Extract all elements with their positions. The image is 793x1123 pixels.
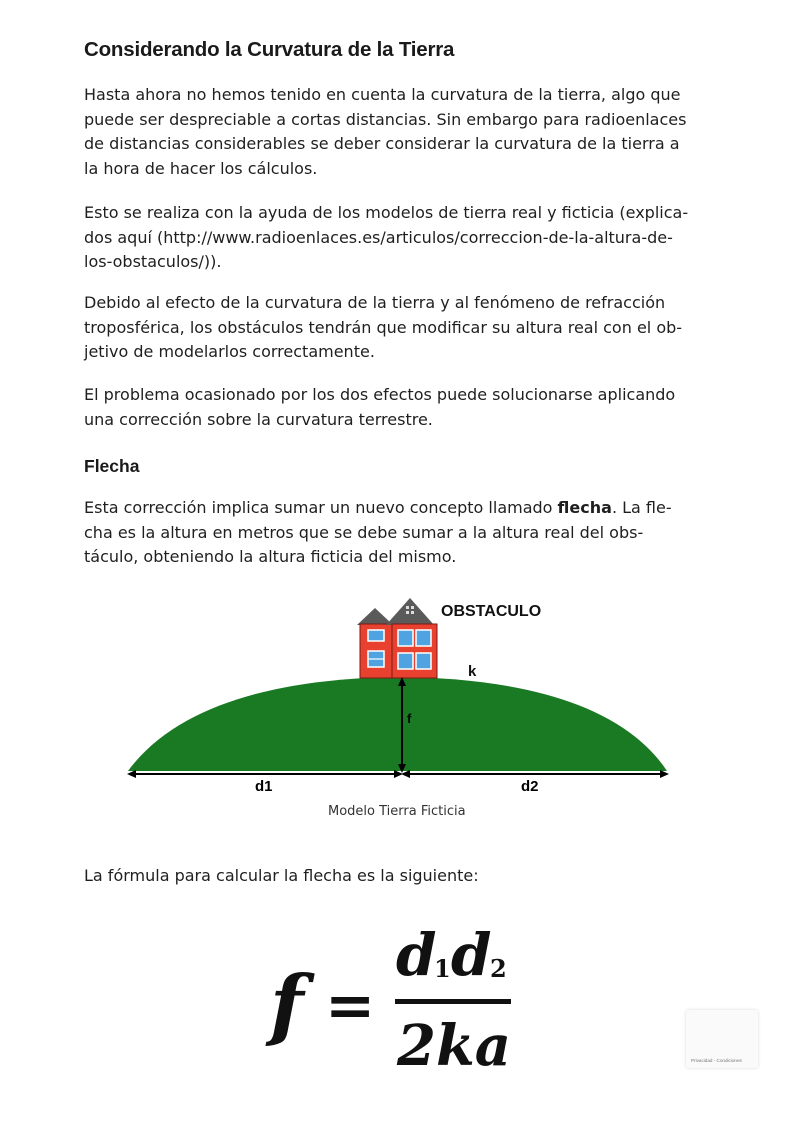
f-label: f xyxy=(407,711,412,726)
formula-sub2: 2 xyxy=(490,954,507,983)
text-line: táculo, obteniendo la altura ficticia del mismo. xyxy=(84,547,457,566)
text-line: de distancias considerables se deber considerar la curvatura de la tierra a xyxy=(84,134,680,153)
distance-arrows xyxy=(127,770,669,778)
k-label: k xyxy=(468,663,477,680)
text-line: troposférica, los obstáculos tendrán que modificar su altura real con el ob- xyxy=(84,317,683,337)
text-line: El problema ocasionado por los dos efectos puede solucionarse aplicando xyxy=(84,385,676,404)
text-line: una corrección sobre la curvatura terrestre. xyxy=(84,409,433,429)
flecha-formula xyxy=(0,920,793,1080)
text-line[interactable]: los-obstaculos/)). xyxy=(84,252,222,271)
text-line: Esto se realiza con la ayuda de los modelos de tierra real y ficticia (explica- xyxy=(84,203,689,222)
text-line: Debido al efecto de la curvatura de la tierra y al fenómeno de refracción xyxy=(84,293,666,312)
text-segment: . La fle- xyxy=(611,498,672,517)
section-heading: Flecha xyxy=(84,456,140,476)
bold-term: flecha xyxy=(557,498,612,517)
page-title: Considerando la Curvatura de la Tierra xyxy=(84,38,455,61)
formula-equals: = xyxy=(325,971,376,1041)
obstacle-label: OBSTACULO xyxy=(441,603,542,620)
formula-lhs: f xyxy=(270,959,304,1050)
text-segment: Esta corrección implica sumar un nuevo concepto llamado xyxy=(84,498,558,517)
recaptcha-badge[interactable] xyxy=(686,1010,758,1068)
text-line: Hasta ahora no hemos tenido en cuenta la curvatura de la tierra, algo que xyxy=(84,85,681,104)
text-line: la hora de hacer los cálculos. xyxy=(84,158,318,178)
formula-intro: La fórmula para calcular la flecha es la siguiente: xyxy=(84,866,479,885)
figure-caption: Modelo Tierra Ficticia xyxy=(328,804,466,819)
d2-label: d2 xyxy=(521,778,539,795)
earth-dome xyxy=(128,677,667,771)
privacy-terms-link[interactable]: Privacidad - Condiciones xyxy=(691,1058,742,1063)
d1-label: d1 xyxy=(255,778,273,795)
text-line: puede ser despreciable a cortas distancias. Sin embargo para radioenlaces xyxy=(84,109,687,129)
formula-d1: d xyxy=(396,921,437,989)
text-line: cha es la altura en metros que se debe sumar a la altura real del obs- xyxy=(84,522,644,542)
house-icon xyxy=(357,598,437,678)
text-line: jetivo de modelarlos correctamente. xyxy=(84,342,375,361)
text-line[interactable]: dos aquí (http://www.radioenlaces.es/articulos/correccion-de-la-altura-de- xyxy=(84,227,673,247)
formula-d2: d xyxy=(451,921,492,989)
formula-sub1: 1 xyxy=(434,954,451,983)
fraction-bar xyxy=(395,999,511,1004)
formula-denominator: 2ka xyxy=(397,1013,512,1079)
